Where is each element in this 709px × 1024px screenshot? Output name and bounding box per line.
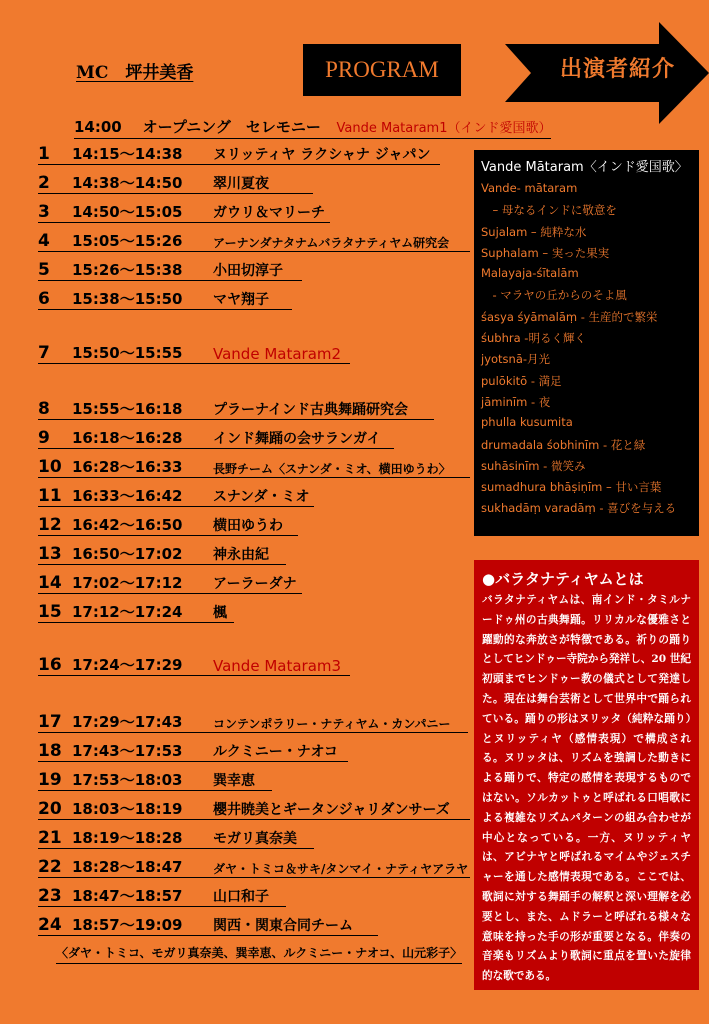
program-row [38,884,286,907]
program-row [38,484,314,507]
opening-row [74,116,551,139]
program-row [38,426,394,449]
row-number: 17 [38,712,62,732]
program-row [38,913,378,936]
row-performer: 小田切淳子 [213,263,283,279]
row-number: 16 [38,655,62,675]
program-row [38,341,350,364]
lyric-line: suhāsinīm - 微笑み [481,458,586,473]
program-row [38,229,470,252]
lyric-line: sumadhura bhāṣiṇīm – 甘い言葉 [481,480,662,495]
program-title [303,44,461,96]
performers-label: 出演者紹介 [560,56,676,82]
row-performer: ガウリ＆マリーチ [213,205,325,221]
lyric-line: sukhadāṃ varadāṃ - 喜びを与える [481,501,677,516]
row-number: 12 [38,515,62,535]
lyric-line: śasya śyāmalāṃ - 生産的で繁栄 [481,309,658,324]
lyric-line: Sujalam – 純粋な水 [481,224,587,239]
row-number: 11 [38,486,62,506]
program-title-text: PROGRAM [325,57,439,82]
row-performer: 関西・関東合同チーム [213,918,353,934]
program-row [38,710,468,733]
row-number: 14 [38,573,62,593]
opening-label: オープニング セレモニー [142,118,321,136]
row-time: 15:05～15:26 [72,232,183,250]
row-time: 16:50～17:02 [72,545,183,563]
joint-team-members: 〈ダヤ・トミコ、モガリ真奈美、巽幸恵、ルクミニー・ナオコ、山元彩子〉 [56,944,462,964]
row-number: 22 [38,857,62,877]
program-row [38,513,298,536]
bharatanatyam-panel [474,560,699,990]
row-time: 16:33～16:42 [72,487,183,505]
row-number: 21 [38,828,62,848]
lyric-line: jyotsnā-月光 [481,352,551,367]
lyric-line: jāminīm - 夜 [481,394,551,409]
lyric-line: - マラヤの丘からのそよ風 [481,288,627,303]
row-performer: 楓 [213,605,227,621]
lyric-line: Vande- mātaram [481,181,578,195]
row-time: 16:18～16:28 [72,429,183,447]
program-row [38,142,440,165]
row-number: 3 [38,202,50,222]
program-row [38,855,470,878]
row-performer: モガリ真奈美 [213,831,297,847]
row-performer: 神永由紀 [213,547,269,563]
lyric-line: Malayaja-śītalām [481,266,579,281]
opening-song: Vande Mataram1（インド愛国歌） [336,121,552,136]
vande-mataram-title: Vande Mātaram〈インド愛国歌〉 [481,160,688,175]
row-time: 18:28～18:47 [72,858,183,876]
row-performer: プラーナインド古典舞踊研究会 [213,402,409,418]
row-number: 10 [38,457,62,477]
program-row [38,258,302,281]
row-performer: マヤ翔子 [213,292,269,308]
row-time: 18:57～19:09 [72,916,183,934]
program-row [38,397,434,420]
opening-time: 14:00 [74,118,122,136]
row-time: 17:43～17:53 [72,742,183,760]
row-number: 23 [38,886,62,906]
program-row [38,826,314,849]
row-number: 20 [38,799,62,819]
row-performer: Vande Mataram2 [213,345,342,363]
row-performer: 横田ゆうわ [213,518,283,534]
row-performer: コンテンポラリー・ナティヤム・カンパニー [213,717,451,731]
row-performer: Vande Mataram3 [213,657,342,675]
row-number: 4 [38,231,50,251]
row-number: 8 [38,399,50,419]
row-time: 14:50～15:05 [72,203,183,221]
row-performer: アーナンダナタナムバラタナティヤム研究会 [213,236,450,250]
row-performer: スナンダ・ミオ [213,489,310,505]
row-time: 18:19～18:28 [72,829,183,847]
row-time: 18:03～18:19 [72,800,183,818]
program-row [38,455,470,478]
row-time: 17:02～17:12 [72,574,183,592]
program-row [38,653,350,676]
row-performer: アーラーダナ [213,576,297,592]
lyric-line: śubhra -明るく輝く [481,331,586,346]
row-performer: 長野チーム〈スナンダ・ミオ、横田ゆうわ〉 [213,462,451,476]
lyric-line: Suphalam – 実った果実 [481,245,610,260]
row-time: 15:38～15:50 [72,290,183,308]
row-time: 16:42～16:50 [72,516,183,534]
program-row [38,768,272,791]
program-row [38,171,313,194]
row-number: 6 [38,289,50,309]
bharatanatyam-description: バラタナティヤムは、南インド・タミルナードゥ州の古典舞踊。リリカルな優雅さと躍動的な奔放さが特徴である。祈りの踊りとしてヒンドゥー寺院から発祥し、20 世紀初頭までヒンドゥー教の儀式として発達した。現在は舞台芸術として世界中で踊られている。踊りの形はヌリッタ（純粋な踊り）とヌリッティヤ（感情表現）で構成される。ヌリッタは、リズムを強調した動きによる踊りで、特定の感情を表現するものではない。ソルカットゥと呼ばれる口唱歌による複雑なリズムパターンの組み合わせが中心となっている。一方、ヌリッティヤは、アビナヤと呼ばれるマイムやジェスチャーを通した感情表現である。ここでは、歌詞に対する舞踊手の解釈と深い理解を必要とし、また、ムドラーと呼ばれる様々な意味を持った手の形が重要となる。伴奏の音楽もリズムより歌詞に重点を置いた旋律的な歌である。 [482,594,691,983]
row-number: 18 [38,741,62,761]
lyric-line: pulōkitō - 満足 [481,373,562,388]
bharatanatyam-title: ●バラタナティヤムとは [482,570,644,588]
row-time: 17:53～18:03 [72,771,183,789]
mc-label: MC 坪井美香 [76,63,194,83]
row-number: 15 [38,602,62,622]
row-time: 17:29～17:43 [72,713,183,731]
row-time: 14:15～14:38 [72,145,183,163]
row-performer: インド舞踊の会サランガイ [213,431,381,447]
row-performer: ルクミニー・ナオコ [213,744,338,760]
lyric-line: – 母なるインドに敬意を [481,203,617,218]
row-time: 14:38～14:50 [72,174,183,192]
row-number: 13 [38,544,62,564]
row-number: 1 [38,144,50,164]
program-row [38,739,348,762]
lyric-line: drumadala śobhinīm - 花と緑 [481,437,646,452]
row-time: 17:12～17:24 [72,603,183,621]
program-row [38,287,292,310]
row-time: 15:55～16:18 [72,400,183,418]
row-number: 9 [38,428,50,448]
vande-mataram-panel [474,150,699,536]
row-performer: ダヤ・トミコ＆サキ/タンマイ・ナティヤアラヤ [213,862,469,876]
row-number: 5 [38,260,50,280]
program-row [38,600,234,623]
program-row [38,571,302,594]
lyric-line: phulla kusumita [481,415,573,430]
row-performer: 翠川夏夜 [213,176,269,192]
program-row [38,542,286,565]
program-row [38,200,330,223]
row-number: 19 [38,770,62,790]
row-performer: 巽幸恵 [213,773,255,789]
row-number: 24 [38,915,62,935]
row-performer: 山口和子 [213,889,269,905]
row-performer: ヌリッティヤ ラクシャナ ジャパン [213,147,431,163]
row-time: 16:28～16:33 [72,458,183,476]
program-row [38,797,470,820]
row-number: 7 [38,343,50,363]
row-performer: 櫻井暁美とギータンジャリダンサーズ [213,802,450,818]
row-time: 15:26～15:38 [72,261,183,279]
row-time: 17:24～17:29 [72,656,183,674]
row-time: 15:50～15:55 [72,344,183,362]
row-number: 2 [38,173,50,193]
row-time: 18:47～18:57 [72,887,183,905]
